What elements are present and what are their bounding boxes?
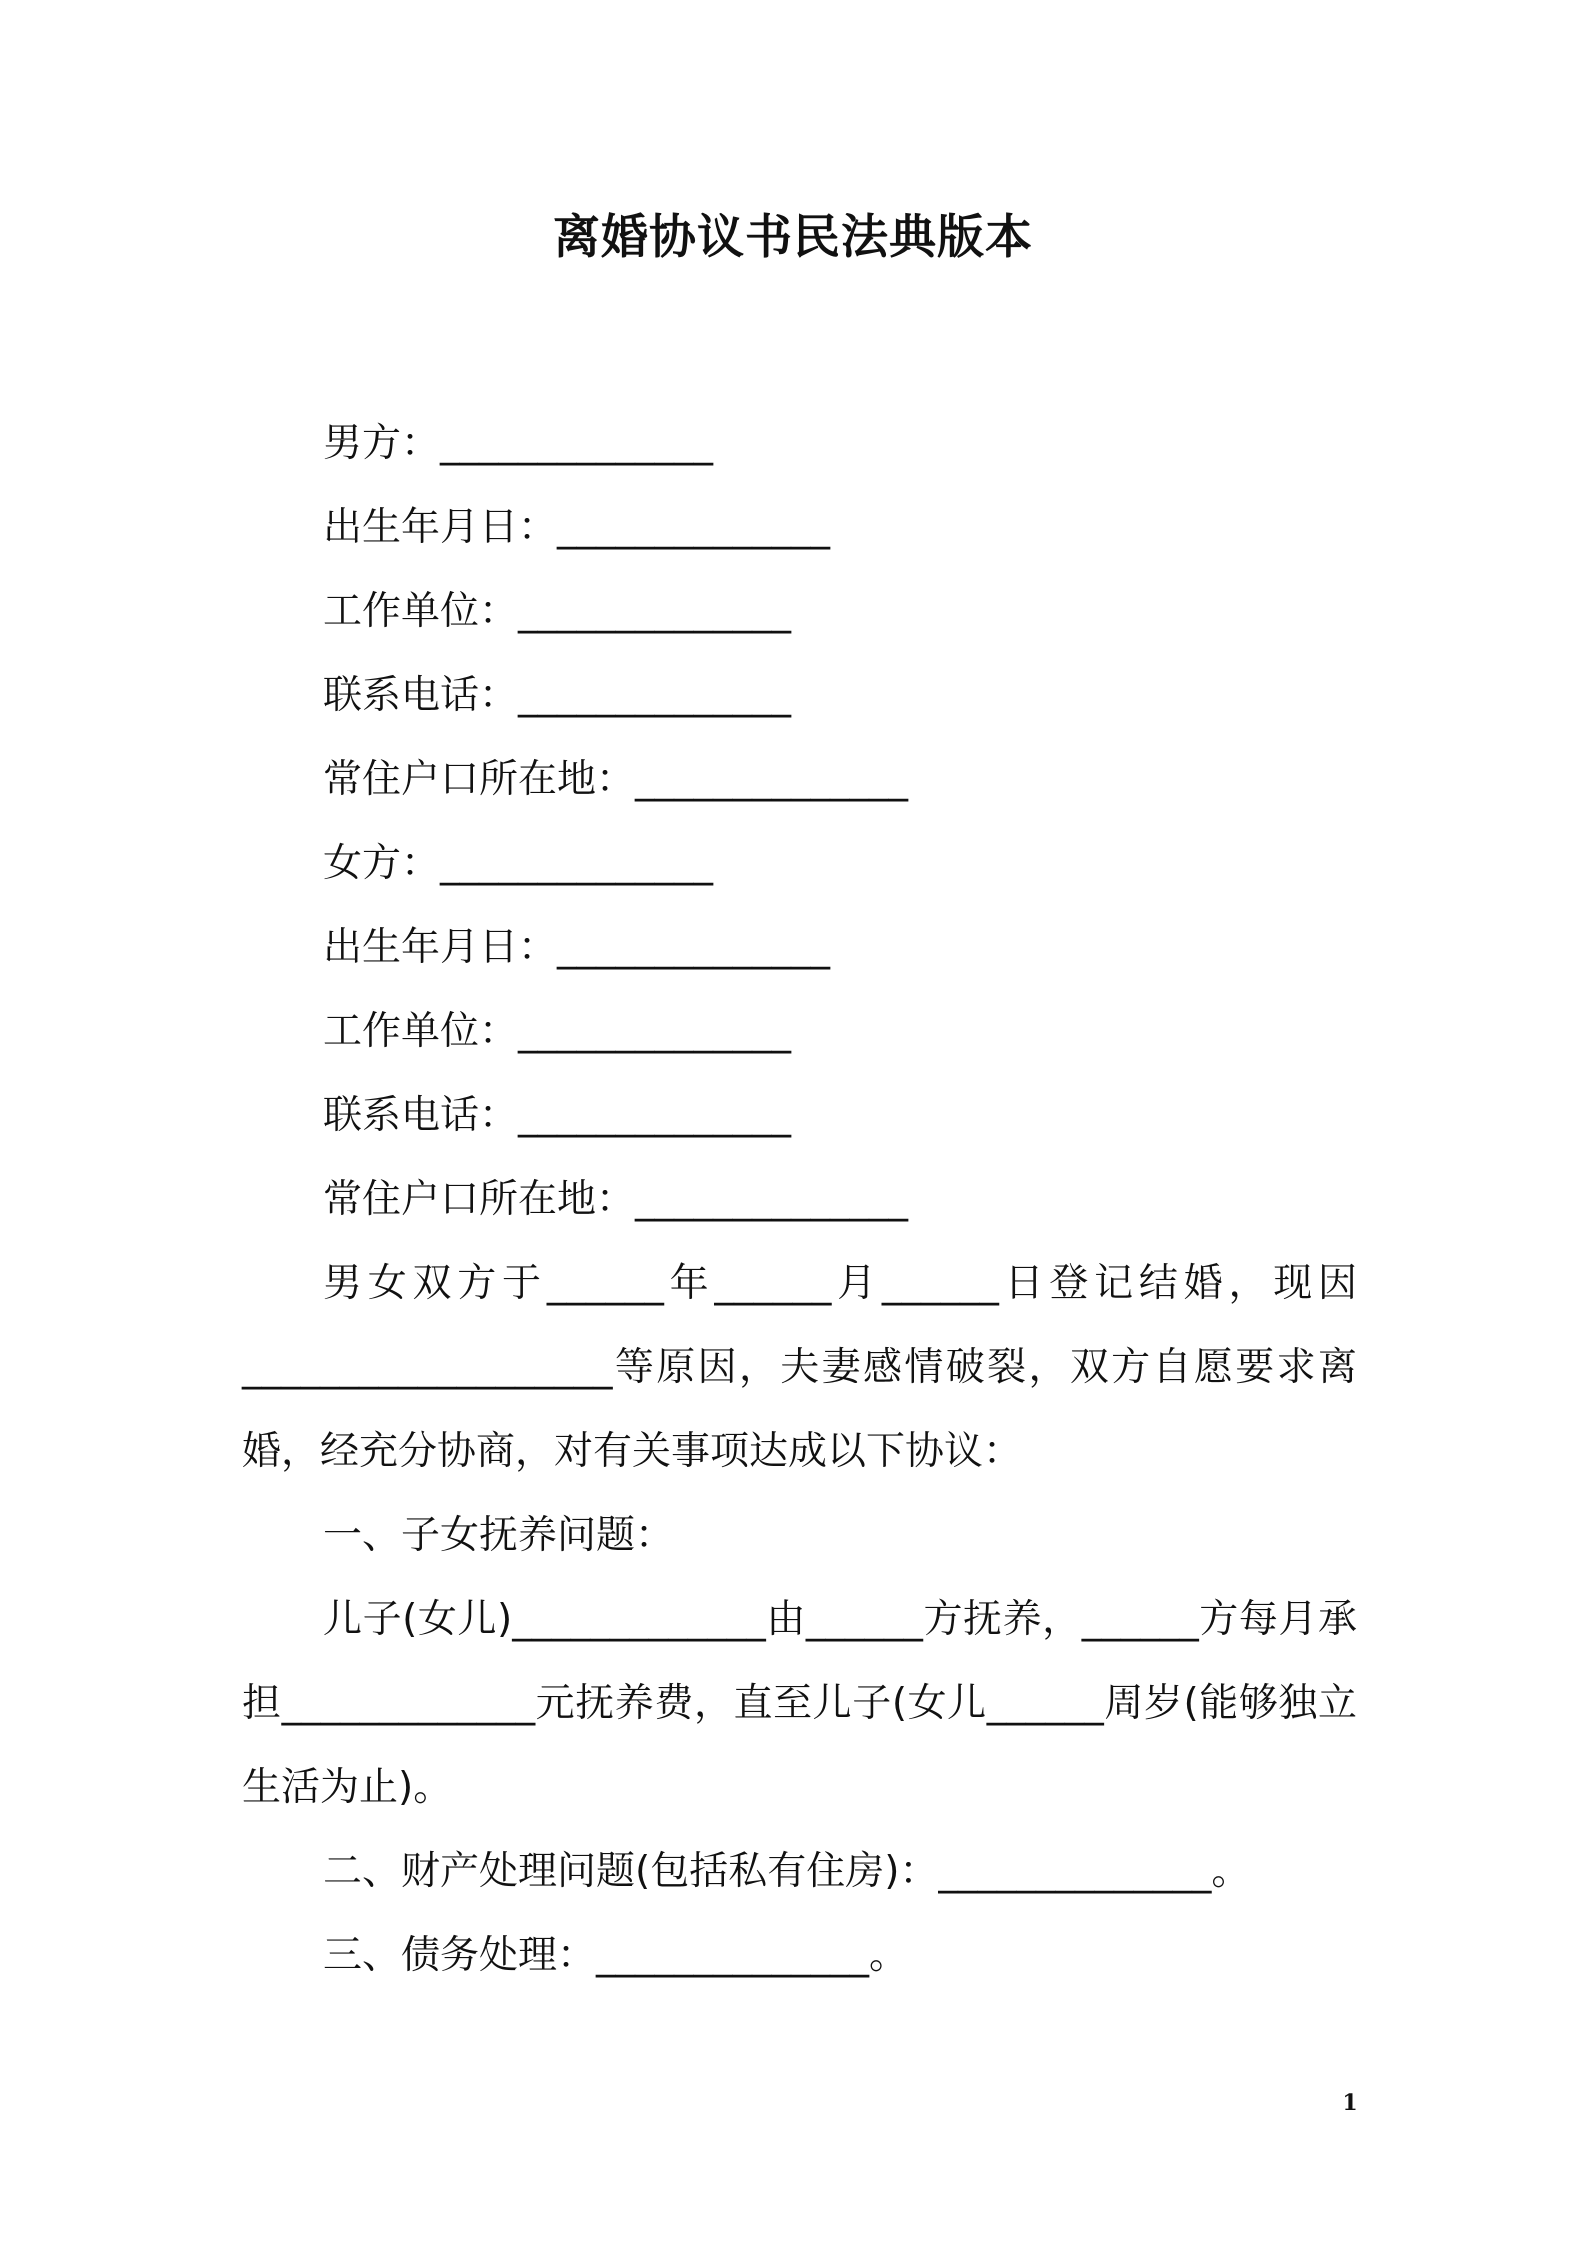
woman-phone-field: 联系电话：______________ xyxy=(323,1093,792,1138)
man-name-field: 男方：______________ xyxy=(323,421,714,466)
document-title: 离婚协议书民法典版本 xyxy=(553,210,1033,265)
section-1-paragraph: 儿子(女儿)_____________由______方抚养，______方每月承担_____________元抚养费，直至儿子(女儿______周岁(能够独立生活为止)。 xyxy=(242,1597,1357,1810)
section-2-line: 二、财产处理问题(包括私有住房)：______________。 xyxy=(323,1849,1251,1894)
woman-employer-field: 工作单位：______________ xyxy=(323,1009,792,1054)
man-birthdate-field: 出生年月日：______________ xyxy=(323,505,831,550)
man-phone-field: 联系电话：______________ xyxy=(323,673,792,718)
section-1-heading: 一、子女抚养问题： xyxy=(323,1513,675,1558)
woman-residence-field: 常住户口所在地：______________ xyxy=(323,1177,909,1222)
section-3-line: 三、债务处理：______________。 xyxy=(323,1933,909,1978)
woman-birthdate-field: 出生年月日：______________ xyxy=(323,925,831,970)
intro-paragraph: 男女双方于______年______月______日登记结婚，现因___________________等原因，夫妻感情破裂，双方自愿要求离婚，经充分协商，对有关事项达成以下协议： xyxy=(242,1261,1357,1474)
man-employer-field: 工作单位：______________ xyxy=(323,589,792,634)
man-residence-field: 常住户口所在地：______________ xyxy=(323,757,909,802)
woman-name-field: 女方：______________ xyxy=(323,841,714,886)
page-number: 1 xyxy=(1342,2090,1358,2116)
document-body xyxy=(242,402,1357,1998)
